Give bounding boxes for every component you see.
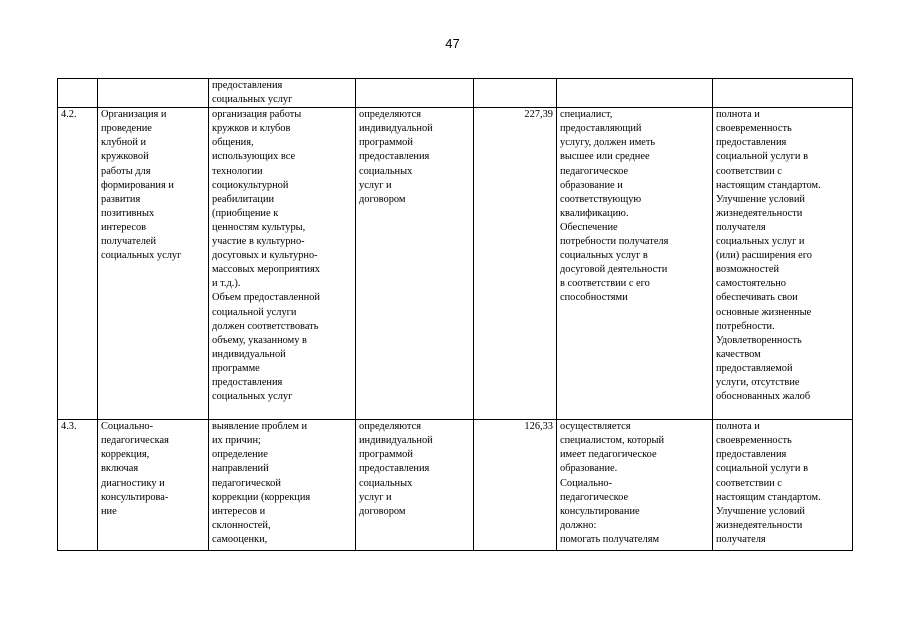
cell-service-name: Социально- педагогическая коррекция, включая диагностику и консультирова- ние	[98, 420, 209, 551]
cell-number: 4.2.	[58, 108, 98, 420]
cell-number: 4.3.	[58, 420, 98, 551]
table-row	[58, 420, 853, 551]
cell-conditions: специалист, предоставляющий услугу, должен иметь высшее или среднее педагогическое образование и соответствующую квалификацию. Обеспечение потребности получателя социальных услуг в досуговой деятельности в соответствии с его способностями	[557, 108, 713, 420]
cell-price: 227,39	[474, 108, 557, 420]
cell-service-description: организация работы кружков и клубов общения, использующих все технологии социокультурной реабилитации (приобщение к ценностям культуры, участие в культурно- досуговых и культурно- массовых мероприятиях и т.д.). Объем предоставленной социальной услуги должен соответствовать объему, указанному в индивидуальной программе предоставления социальных услуг	[209, 108, 356, 420]
cell-timing	[356, 79, 474, 108]
cell-timing: определяются индивидуальной программой предоставления социальных услуг и договором	[356, 420, 474, 551]
cell-conditions: осуществляется специалистом, который имеет педагогическое образование. Социально- педагогическое консультирование должно: помогать получателям	[557, 420, 713, 551]
cell-indicators	[713, 79, 853, 108]
cell-service-name	[98, 79, 209, 108]
cell-indicators: полнота и своевременность предоставления социальной услуги в соответствии с настоящим стандартом. Улучшение условий жизнедеятельности получателя	[713, 420, 853, 551]
services-table	[57, 78, 853, 551]
cell-conditions	[557, 79, 713, 108]
table-row	[58, 108, 853, 420]
cell-timing: определяются индивидуальной программой предоставления социальных услуг и договором	[356, 108, 474, 420]
cell-price: 126,33	[474, 420, 557, 551]
cell-price	[474, 79, 557, 108]
cell-service-description: выявление проблем и их причин; определение направлений педагогической коррекции (коррекция интересов и склонностей, самооценки,	[209, 420, 356, 551]
cell-indicators: полнота и своевременность предоставления социальной услуги в соответствии с настоящим стандартом. Улучшение условий жизнедеятельности получателя социальных услуг и (или) расширения его возможностей самостоятельно обеспечивать свои основные жизненные потребности. Удовлетворенность качеством предоставляемой услуги, отсутствие обоснованных жалоб	[713, 108, 853, 420]
table-row	[58, 79, 853, 108]
cell-service-name: Организация и проведение клубной и кружковой работы для формирования и развития позитивных интересов получателей социальных услуг	[98, 108, 209, 420]
cell-service-description: предоставления социальных услуг	[209, 79, 356, 108]
page-number: 47	[445, 36, 460, 51]
cell-number	[58, 79, 98, 108]
